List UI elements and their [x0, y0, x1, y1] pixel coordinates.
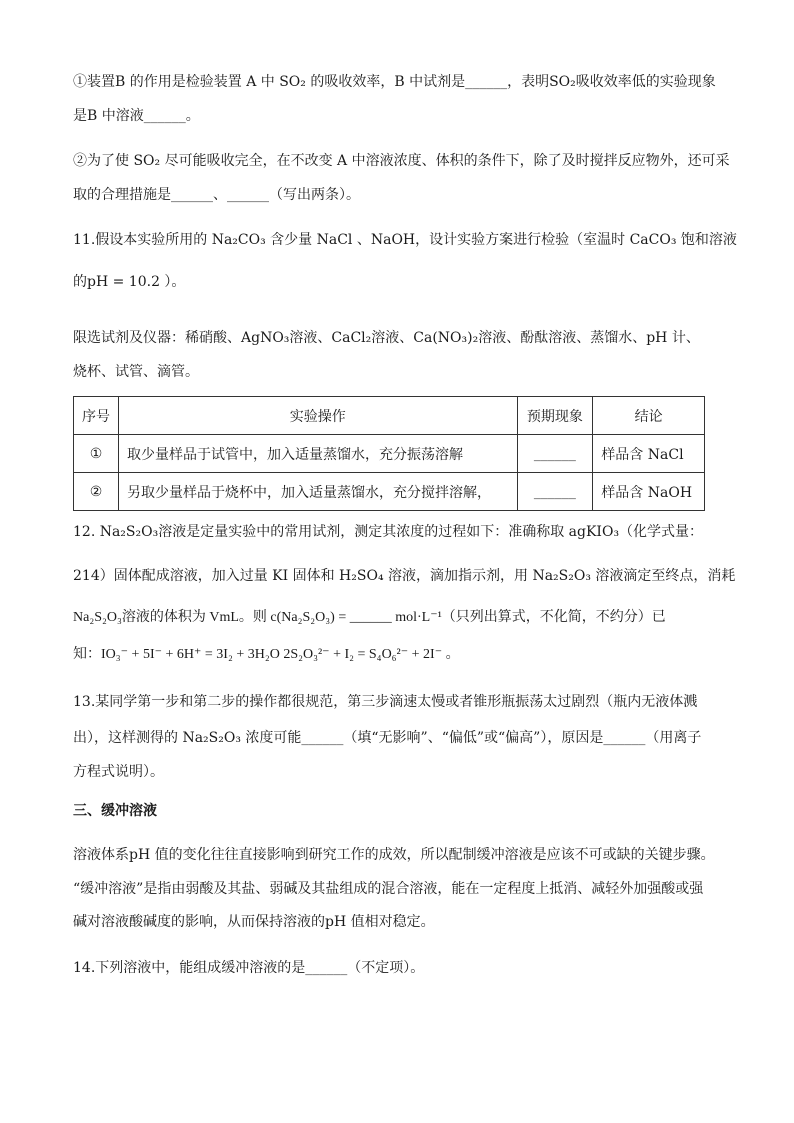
table-header-cell: 序号	[74, 397, 119, 435]
row-conclusion: 样品含 NaCl	[593, 435, 705, 473]
paragraph-line1: 溶液体系pH 值的变化往往直接影响到研究工作的成效，所以配制缓冲溶液是应该不可或缺的关键步骤。	[73, 847, 715, 863]
table-header-cell: 结论	[593, 397, 705, 435]
question-12-line1: 12. Na₂S₂O₃溶液是定量实验中的常用试剂，测定其浓度的过程如下：准确称取 agKIO₃（化学式量：	[73, 524, 704, 540]
question-13-line1: 13.某同学第一步和第二步的操作都很规范，第三步滴速太慢或者锥形瓶振荡太过剧烈（瓶内无液体溅	[73, 694, 698, 710]
experiment-table	[73, 396, 705, 511]
paragraph-line2: “缓冲溶液”是指由弱酸及其盐、弱碱及其盐组成的混合溶液，能在一定程度上抵消、减轻外加强酸或强	[73, 881, 704, 897]
question-10-sub-a-line2: 是B 中溶液______。	[73, 108, 200, 124]
question-11-line1: 11.假设本实验所用的 Na₂CO₃ 含少量 NaCl 、NaOH，设计实验方案进行检验（室温时 CaCO₃ 饱和溶液	[73, 232, 737, 248]
row-number: ①	[74, 435, 119, 473]
question-12-line3: Na₂S₂O₃溶液的体积为 VmL。则 c(Na₂S₂O₃) = ______ mol·L⁻¹（只列出算式，不化简，不约分）已	[73, 610, 666, 625]
row-conclusion: 样品含 NaOH	[593, 473, 705, 511]
question-12-line2: 214）固体配成溶液，加入过量 KI 固体和 H₂SO₄ 溶液，滴加指示剂，用 Na₂S₂O₃ 溶液滴定至终点，消耗	[73, 568, 736, 584]
row-operation: 取少量样品于试管中，加入适量蒸馏水，充分振荡溶解	[119, 435, 518, 473]
table-header-cell: 实验操作	[119, 397, 518, 435]
question-13-line3: 方程式说明）。	[73, 764, 164, 780]
question-14-line1: 14.下列溶液中，能组成缓冲溶液的是______（不定项）。	[73, 960, 425, 976]
reagents-line1: 限选试剂及仪器：稀硝酸、AgNO₃溶液、CaCl₂溶液、Ca(NO₃)₂溶液、酚酞溶液、蒸馏水、pH 计、	[73, 330, 700, 346]
table-header-row	[74, 397, 705, 435]
question-13-line2: 出），这样测得的 Na₂S₂O₃ 浓度可能______（填“无影响”、“偏低”或“偏高”），原因是______（用离子	[73, 730, 702, 746]
question-10-sub-b-line2: 取的合理措施是______、______（写出两条）。	[73, 187, 360, 203]
question-10-sub-b-line1: ②为了使 SO₂ 尽可能吸收完全，在不改变 A 中溶液浓度、体积的条件下，除了及时搅拌反应物外，还可采	[73, 153, 730, 169]
row-operation: 另取少量样品于烧杯中，加入适量蒸馏水，充分搅拌溶解，	[119, 473, 518, 511]
table-row	[74, 473, 705, 511]
row-number: ②	[74, 473, 119, 511]
question-11-line2: 的pH = 10.2 ）。	[73, 274, 186, 290]
reagents-line2: 烧杯、试管、滴管。	[73, 364, 199, 380]
question-12-line4: 知：IO₃⁻ + 5I⁻ + 6H⁺ = 3I₂ + 3H₂O 2S₂O₃²⁻ + I₂ = S₄O₆²⁻ + 2I⁻ 。	[73, 647, 460, 662]
section-3-heading: 三、缓冲溶液	[73, 803, 157, 819]
row-phenomenon-blank: ______	[517, 473, 593, 511]
row-phenomenon-blank: ______	[517, 435, 593, 473]
table-row	[74, 435, 705, 473]
paragraph-line3: 碱对溶液酸碱度的影响，从而保持溶液的pH 值相对稳定。	[73, 914, 435, 930]
table-header-cell: 预期现象	[517, 397, 593, 435]
question-10-sub-a-line1: ①装置B 的作用是检验装置 A 中 SO₂ 的吸收效率，B 中试剂是______，表明SO₂吸收效率低的实验现象	[73, 74, 716, 90]
